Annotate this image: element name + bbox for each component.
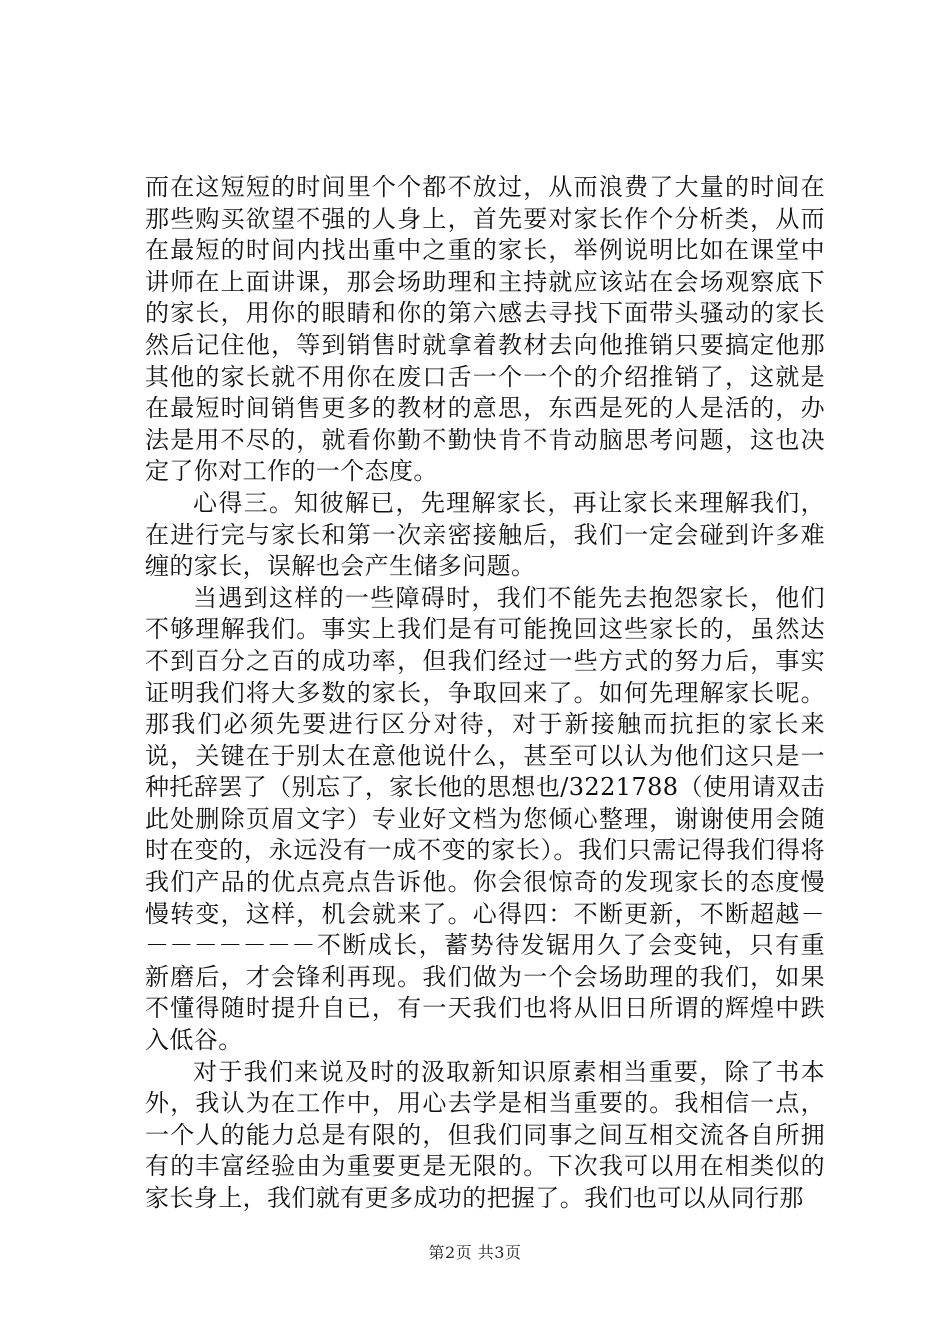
- page-footer: 第2页 共3页: [428, 1243, 522, 1262]
- paragraph-2: 心得三。知彼解已，先理解家长，再让家长来理解我们，在进行完与家长和第一次亲密接触后，我们一定会碰到许多难缠的家长，误解也会产生储多问题。: [145, 488, 825, 581]
- paragraph-4: 对于我们来说及时的汲取新知识原素相当重要，除了书本外，我认为在工作中，用心去学是相当重要的。我相信一点，一个人的能力总是有限的，但我们同事之间互相交流各自所拥有的丰富经验由为重要更是无限的。下次我可以用在相类似的家长身上，我们就有更多成功的把握了。我们也可以从同行那: [145, 1057, 825, 1212]
- paragraph-1: 而在这短短的时间里个个都不放过，从而浪费了大量的时间在那些购买欲望不强的人身上，首先要对家长作个分析类，从而在最短的时间内找出重中之重的家长，举例说明比如在课堂中讲师在上面讲课，那会场助理和主持就应该站在会场观察底下的家长，用你的眼睛和你的第六感去寻找下面带头骚动的家长然后记住他，等到销售时就拿着教材去向他推销只要搞定他那其他的家长就不用你在废口舌一个一个的介绍推销了，这就是在最短时间销售更多的教材的意思，东西是死的人是活的，办法是用不尽的，就看你勤不勤快肯不肯动脑思考问题，这也决定了你对工作的一个态度。: [145, 173, 825, 486]
- body-text: [145, 172, 825, 1215]
- paragraph-3: 当遇到这样的一些障碍时，我们不能先去抱怨家长，他们不够理解我们。事实上我们是有可能挽回这些家长的，虽然达不到百分之百的成功率，但我们经过一些方式的努力后，事实证明我们将大多数的家长，争取回来了。如何先理解家长呢。那我们必须先要进行区分对待，对于新接触而抗拒的家长来说，关键在于别太在意他说什么，甚至可以认为他们这只是一种托辞罢了（别忘了，家长他的思想也/3221788（使用请双击此处删除页眉文字）专业好文档为您倾心整理，谢谢使用会随时在变的，永远没有一成不变的家长）。我们只需记得我们得将我们产品的优点亮点告诉他。你会很惊奇的发现家长的态度慢慢转变，这样，机会就来了。心得四：不断更新，不断超越－－－－－－－－不断成长，蓄势待发锯用久了会变钝，只有重新磨后，才会锋利再现。我们做为一个会场助理的我们，如果不懂得随时提升自已，有一天我们也将从旧日所谓的辉煌中跌入低谷。: [145, 583, 825, 1055]
